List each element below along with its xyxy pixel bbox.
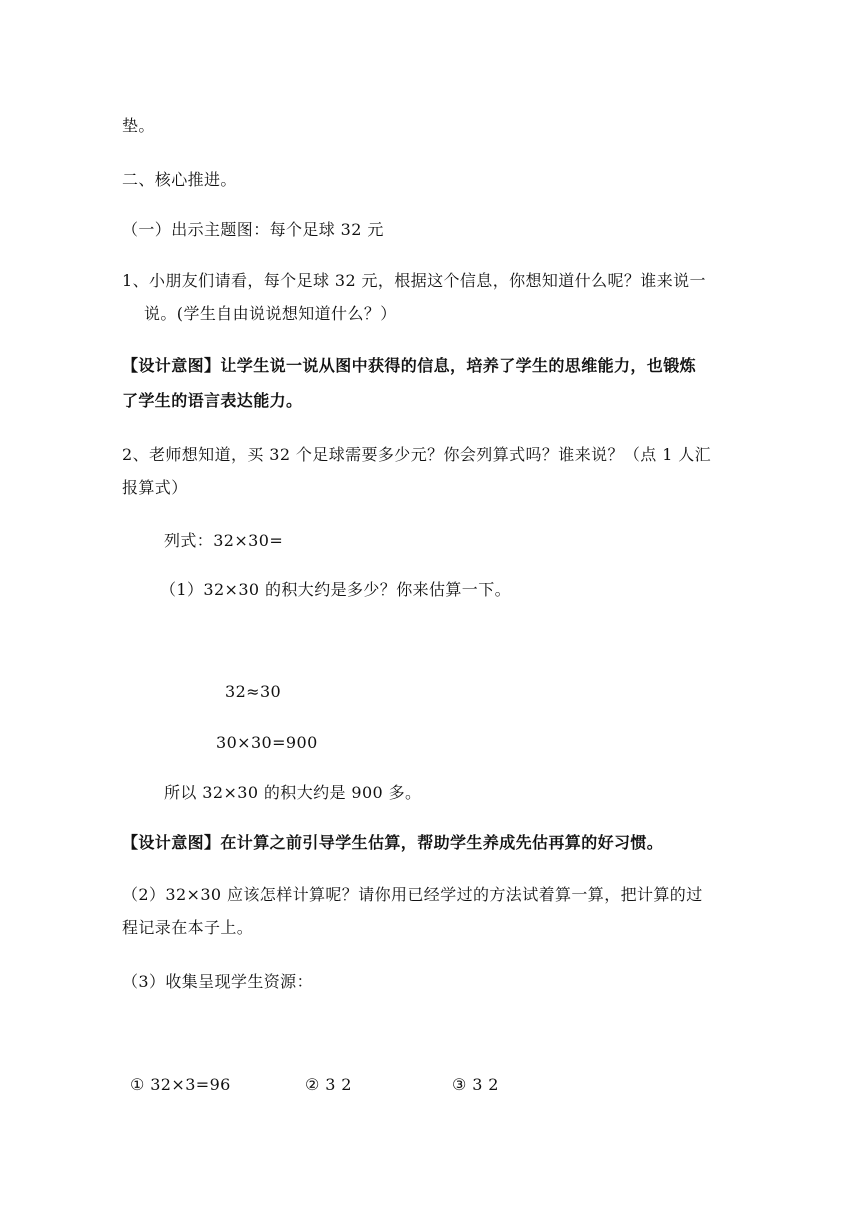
subsection-line: （3）收集呈现学生资源： [122,972,313,991]
design-intent-line: 【设计意图】让学生说一说从图中获得的信息，培养了学生的思维能力，也锻炼 [122,356,697,375]
paragraph-line: 1、小朋友们请看，每个足球 32 元，根据这个信息，你想知道什么呢？谁来说一 [122,271,706,290]
question-line: （2）32×30 应该怎样计算呢？请你用已经学过的方法试着算一算，把计算的过 [122,885,703,904]
paragraph-line: 说。(学生自由说说想知道什么？） [144,304,397,323]
method-item: ③ 3 2 [452,1075,499,1094]
conclusion-line: 所以 32×30 的积大约是 900 多。 [164,783,422,802]
question-line: 程记录在本子上。 [122,918,254,937]
method-item: ① 32×3=96 [130,1075,231,1094]
question-line: （1）32×30 的积大约是多少？你来估算一下。 [160,580,511,599]
equation-line: 列式：32×30= [164,531,284,550]
paragraph-line: 2、老师想知道，买 32 个足球需要多少元？你会列算式吗？谁来说？（点 1 人汇 [122,445,712,464]
design-intent-line: 【设计意图】在计算之前引导学生估算，帮助学生养成先估再算的好习惯。 [122,833,664,852]
design-intent-line: 了学生的语言表达能力。 [122,391,303,410]
estimate-line: 30×30=900 [216,733,318,752]
subsection-heading: （一）出示主题图：每个足球 32 元 [122,220,384,239]
paragraph-line: 报算式） [122,478,188,497]
estimate-line: 32≈30 [225,682,282,701]
text-line: 垫。 [122,116,155,135]
section-heading: 二、核心推进。 [122,170,237,189]
method-item: ② 3 2 [305,1075,352,1094]
